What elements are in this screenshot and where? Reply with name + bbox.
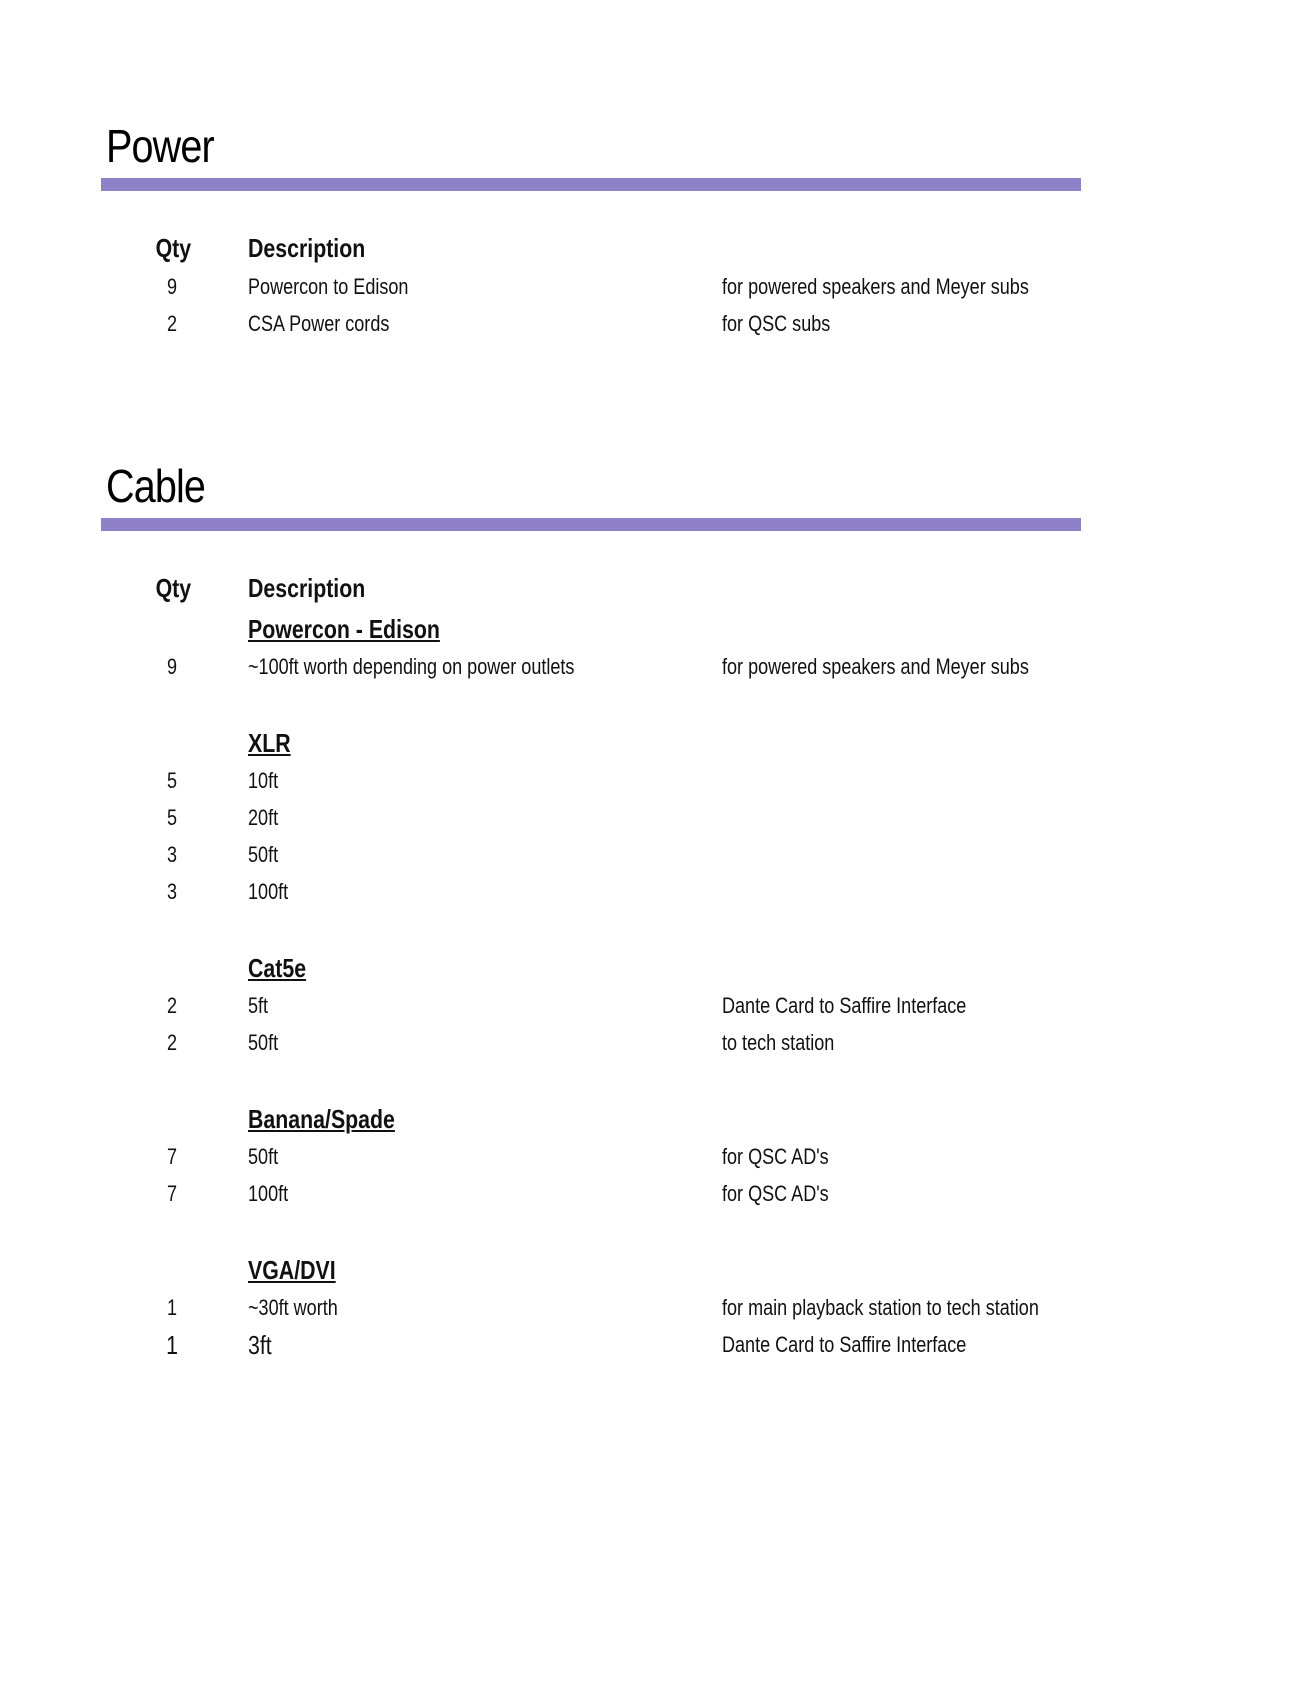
row-description: 100ft (248, 879, 289, 904)
qty-column-header: Qty (155, 233, 192, 263)
row-qty: 5 (166, 768, 178, 793)
row-qty: 2 (166, 1030, 178, 1055)
group-heading-xlr (0, 728, 1304, 758)
table-row (0, 803, 1304, 833)
row-qty: 1 (166, 1295, 178, 1320)
table-row (0, 1142, 1304, 1172)
row-note: Dante Card to Saffire Interface (722, 1332, 967, 1357)
table-row (0, 877, 1304, 907)
row-description: ~100ft worth depending on power outlets (248, 654, 575, 679)
row-note: for QSC AD's (722, 1144, 829, 1169)
row-description: CSA Power cords (248, 311, 390, 336)
row-qty: 3 (166, 842, 178, 867)
power-table-header (0, 233, 1304, 263)
row-description: 5ft (248, 993, 269, 1018)
row-note: for QSC subs (722, 311, 831, 336)
table-row (0, 1293, 1304, 1323)
group-title: Banana/Spade (248, 1104, 395, 1134)
row-description: ~30ft worth (248, 1295, 338, 1320)
table-row (0, 272, 1304, 302)
group-title: VGA/DVI (248, 1255, 336, 1285)
row-note: for QSC AD's (722, 1181, 829, 1206)
row-qty: 2 (166, 311, 178, 336)
row-description: 100ft (248, 1181, 289, 1206)
row-description: 3ft (248, 1330, 272, 1360)
row-description: Powercon to Edison (248, 274, 409, 299)
table-row (0, 991, 1304, 1021)
row-qty: 5 (166, 805, 178, 830)
group-heading-banana-spade (0, 1104, 1304, 1134)
table-row (0, 1028, 1304, 1058)
row-description: 20ft (248, 805, 279, 830)
row-note: to tech station (722, 1030, 835, 1055)
power-section-title: Power (106, 120, 214, 172)
table-row (0, 652, 1304, 682)
row-qty: 9 (166, 274, 178, 299)
table-row (0, 766, 1304, 796)
group-title: Cat5e (248, 953, 307, 983)
power-section-rule (101, 178, 1081, 191)
row-description: 10ft (248, 768, 279, 793)
table-row (0, 1179, 1304, 1209)
table-row (0, 309, 1304, 339)
cable-table-header (0, 573, 1304, 603)
row-description: 50ft (248, 842, 279, 867)
row-note: for main playback station to tech station (722, 1295, 1039, 1320)
row-qty: 7 (166, 1144, 178, 1169)
description-column-header: Description (248, 573, 366, 603)
row-qty: 1 (166, 1330, 178, 1360)
group-heading-cat5e (0, 953, 1304, 983)
row-note: Dante Card to Saffire Interface (722, 993, 967, 1018)
row-note: for powered speakers and Meyer subs (722, 274, 1029, 299)
row-note: for powered speakers and Meyer subs (722, 654, 1029, 679)
row-qty: 9 (166, 654, 178, 679)
group-heading-vga-dvi (0, 1255, 1304, 1285)
group-heading-powercon-edison (0, 614, 1304, 644)
row-description: 50ft (248, 1030, 279, 1055)
qty-column-header: Qty (155, 573, 192, 603)
row-qty: 7 (166, 1181, 178, 1206)
row-description: 50ft (248, 1144, 279, 1169)
row-qty: 2 (166, 993, 178, 1018)
table-row (0, 840, 1304, 870)
group-title: Powercon - Edison (248, 614, 440, 644)
group-title: XLR (248, 728, 291, 758)
table-row (0, 1330, 1304, 1360)
description-column-header: Description (248, 233, 366, 263)
row-qty: 3 (166, 879, 178, 904)
cable-section-rule (101, 518, 1081, 531)
cable-section-title: Cable (106, 460, 206, 512)
